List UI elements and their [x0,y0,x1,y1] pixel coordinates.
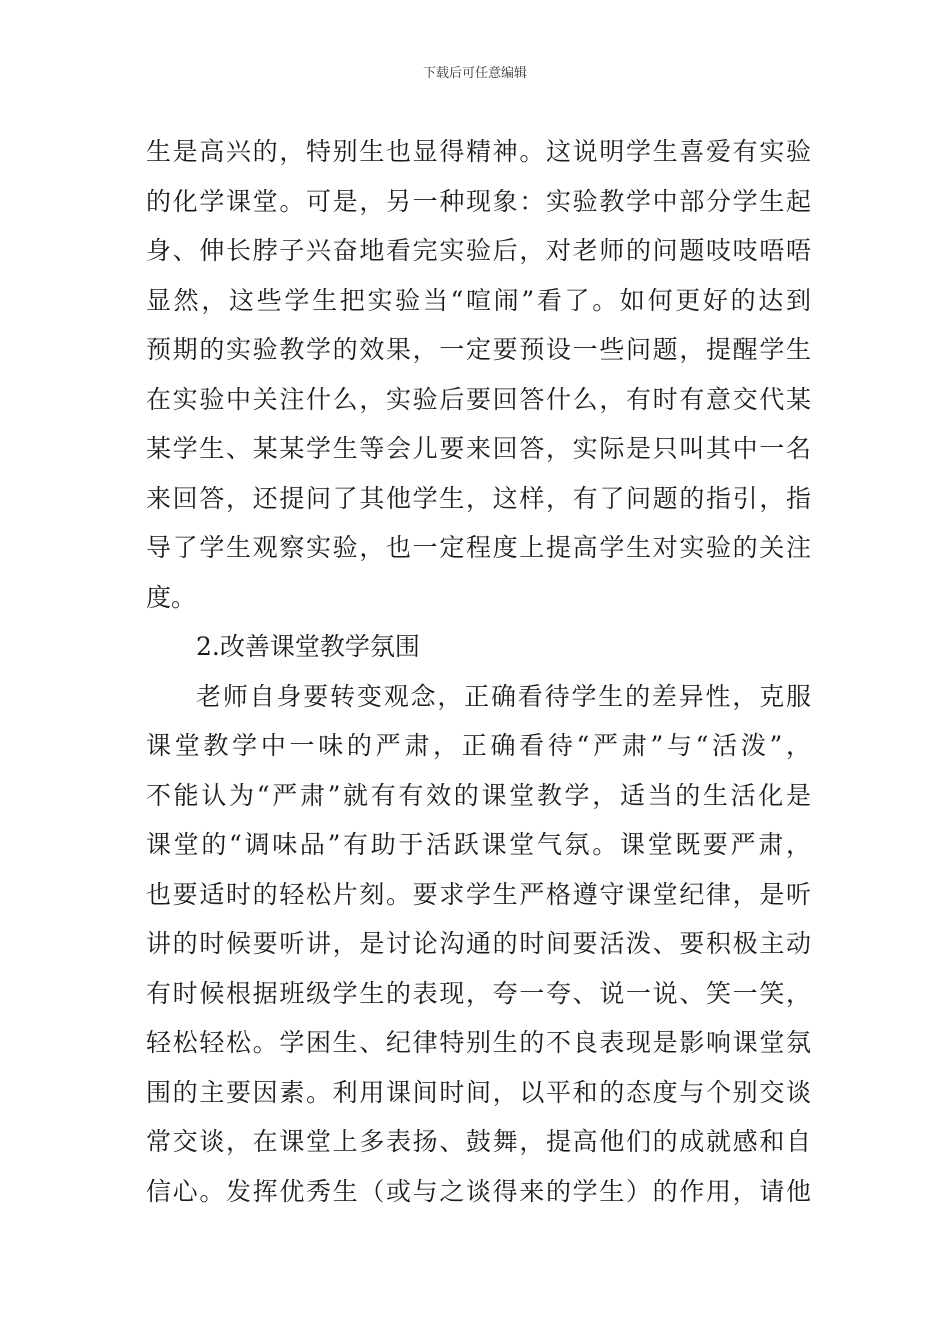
text-line: 来回答，还提问了其他学生，这样，有了问题的指引，指 [146,483,811,513]
text-line: 围的主要因素。利用课间时间，以平和的态度与个别交谈 [146,1077,811,1107]
text-line: 讲的时候要听讲，是讨论沟通的时间要活泼、要积极主动 [146,929,811,958]
text-line: 身、伸长脖子兴奋地看完实验后，对老师的问题吱吱唔唔 [146,236,811,265]
text-line: 有时候根据班级学生的表现，夸一夸、说一说、笑一笑， [146,978,811,1008]
text-line: 也要适时的轻松片刻。要求学生严格遵守课堂纪律，是听 [146,879,811,909]
text-line: 课堂的“调味品”有助于活跃课堂气氛。课堂既要严肃， [146,830,811,859]
text-line: 老师自身要转变观念，正确看待学生的差异性，克服 [196,681,811,711]
text-line: 课堂教学中一味的严肃，正确看待“严肃”与“活泼”， [146,731,811,760]
text-line: 导了学生观察实验，也一定程度上提高学生对实验的关注 [146,533,811,562]
text-line: 2.改善课堂教学氛围 [196,632,420,661]
text-line: 在实验中关注什么，实验后要回答什么，有时有意交代某 [146,384,811,414]
text-line: 轻松轻松。学困生、纪律特别生的不良表现是影响课堂氛 [146,1028,811,1057]
document-body [146,127,811,1216]
text-line: 信心。发挥优秀生（或与之谈得来的学生）的作用，请他 [146,1176,811,1206]
text-line: 显然，这些学生把实验当“喧闹”看了。如何更好的达到 [146,285,811,315]
page-header: 下载后可任意编辑 [422,66,527,81]
text-line: 预期的实验教学的效果，一定要预设一些问题，提醒学生 [146,335,811,364]
text-line: 的化学课堂。可是，另一种现象：实验教学中部分学生起 [146,186,811,216]
text-line: 生是高兴的，特别生也显得精神。这说明学生喜爱有实验 [146,137,811,166]
text-line: 常交谈，在课堂上多表扬、鼓舞，提高他们的成就感和自 [146,1127,811,1156]
text-line: 某学生、某某学生等会儿要来回答，实际是只叫其中一名 [146,434,811,463]
text-line: 度。 [146,582,197,612]
text-line: 不能认为“严肃”就有有效的课堂教学，适当的生活化是 [146,780,811,810]
